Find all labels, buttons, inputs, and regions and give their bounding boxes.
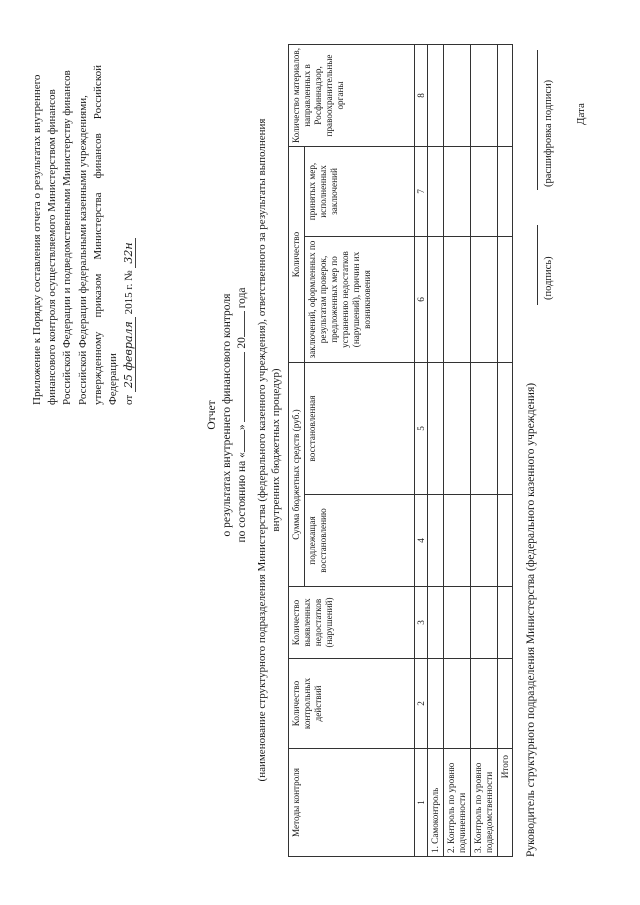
table-cell (444, 237, 471, 363)
header-measures: принятых мер, исполненных заключений (305, 146, 415, 236)
report-table (288, 44, 513, 857)
table-cell (444, 659, 471, 749)
column-number-row (415, 44, 428, 856)
date-prefix: по состоянию на « (236, 452, 248, 543)
appendix-line: Приложение к Порядку составления отчета о результатах внутреннего (31, 74, 43, 405)
date-century: 20 (236, 337, 248, 349)
header-budget-sum: Сумма бюджетных средств (руб.) (289, 363, 305, 587)
date-day-blank (244, 430, 245, 452)
appendix-reference (30, 65, 137, 405)
department-caption-line1: (наименование структурного подразделения Министерства (федерального казенного учреждения), ответственного за результаты выполнения (256, 118, 268, 782)
table-cell (498, 44, 513, 146)
header-count: Количество (289, 146, 305, 362)
table-cell (444, 495, 471, 587)
table-row (444, 44, 471, 856)
column-number: 5 (415, 363, 428, 495)
table-row (471, 44, 498, 856)
table-total-row (498, 44, 513, 856)
table-cell (444, 146, 471, 236)
table-cell (428, 495, 444, 587)
report-date-line (235, 205, 250, 625)
header-shortcomings: Количество выявленных недостатков (нарушений) (289, 587, 415, 659)
table-cell (444, 363, 471, 495)
signature-line (537, 225, 538, 305)
signature-caption: (подпись) (543, 256, 554, 300)
table-cell (498, 495, 513, 587)
table-cell (471, 363, 498, 495)
table-cell (444, 587, 471, 659)
table-cell (428, 587, 444, 659)
column-number: 3 (415, 587, 428, 659)
table-cell (498, 659, 513, 749)
signature-decode-line (537, 50, 538, 190)
report-title-block (205, 205, 250, 625)
table-cell (428, 146, 444, 236)
header-to-restore: подлежащая восстановлению (305, 495, 415, 587)
appendix-order-line (121, 65, 137, 405)
column-number: 4 (415, 495, 428, 587)
table-cell (428, 44, 444, 146)
appendix-line: финансового контроля осуществляемого Министерством финансов (46, 89, 59, 405)
column-number: 6 (415, 237, 428, 363)
order-date-handwritten: 25 февраля (122, 317, 136, 392)
total-label: Итого (498, 749, 513, 857)
signature-decode-caption: (расшифровка подписи) (543, 79, 554, 187)
table-cell (498, 363, 513, 495)
signature-head-label: Руководитель структурного подразделения Министерства (федерального казенного учреждения) (525, 382, 537, 857)
department-caption-line2: внутренних бюджетных процедур) (270, 368, 282, 532)
table-cell (471, 146, 498, 236)
date-suffix: года (236, 287, 248, 309)
table-cell (428, 363, 444, 495)
date-year-blank (244, 311, 245, 337)
header-restored: восстановленная (305, 363, 415, 495)
table-cell (428, 237, 444, 363)
order-prefix: от (123, 394, 136, 405)
date-mid: » (236, 424, 248, 431)
header-conclusions: заключений, оформленных по результатам проверок, предложенных мер по устранению недостатков (нарушений), причин их возникновения (305, 237, 415, 363)
appendix-line: Российской Федерации федеральными казенными учреждениями, (76, 95, 89, 405)
column-number: 2 (415, 659, 428, 749)
appendix-line: утвержденному приказом Министерства финансов Российской Федерации (91, 65, 120, 405)
table-cell (471, 495, 498, 587)
column-number: 1 (415, 749, 428, 857)
table-cell (444, 44, 471, 146)
row-label: 1. Самоконтроль (428, 749, 444, 857)
report-subheading: о результатах внутреннего финансового контроля (221, 293, 233, 537)
header-methods: Методы контроля (289, 749, 415, 857)
department-caption (255, 35, 283, 865)
column-number: 8 (415, 44, 428, 146)
table-cell (471, 44, 498, 146)
report-heading: Отчет (206, 400, 218, 430)
header-control-actions: Количество контрольных действий (289, 659, 415, 749)
table-cell (498, 237, 513, 363)
table-cell (471, 659, 498, 749)
table-cell (471, 587, 498, 659)
row-label: 3. Контроль по уровню подведомственности (471, 749, 498, 857)
order-year: 2015 г. № (123, 270, 136, 315)
header-materials: Количество материалов, направленных в Росфиннадзор, правоохранительные органы (289, 44, 415, 146)
table-header-row (289, 44, 305, 856)
appendix-line: Российской Федерации и подведомственными Министерству финансов (61, 70, 74, 405)
table-cell (498, 146, 513, 236)
date-label: Дата (575, 103, 587, 125)
table-cell (428, 659, 444, 749)
table-row (428, 44, 444, 856)
date-month-blank (244, 352, 245, 422)
table-cell (498, 587, 513, 659)
table-cell (471, 237, 498, 363)
column-number: 7 (415, 146, 428, 236)
order-number-handwritten: 32н (122, 238, 136, 267)
row-label: 2. Контроль по уровню подчиненности (444, 749, 471, 857)
